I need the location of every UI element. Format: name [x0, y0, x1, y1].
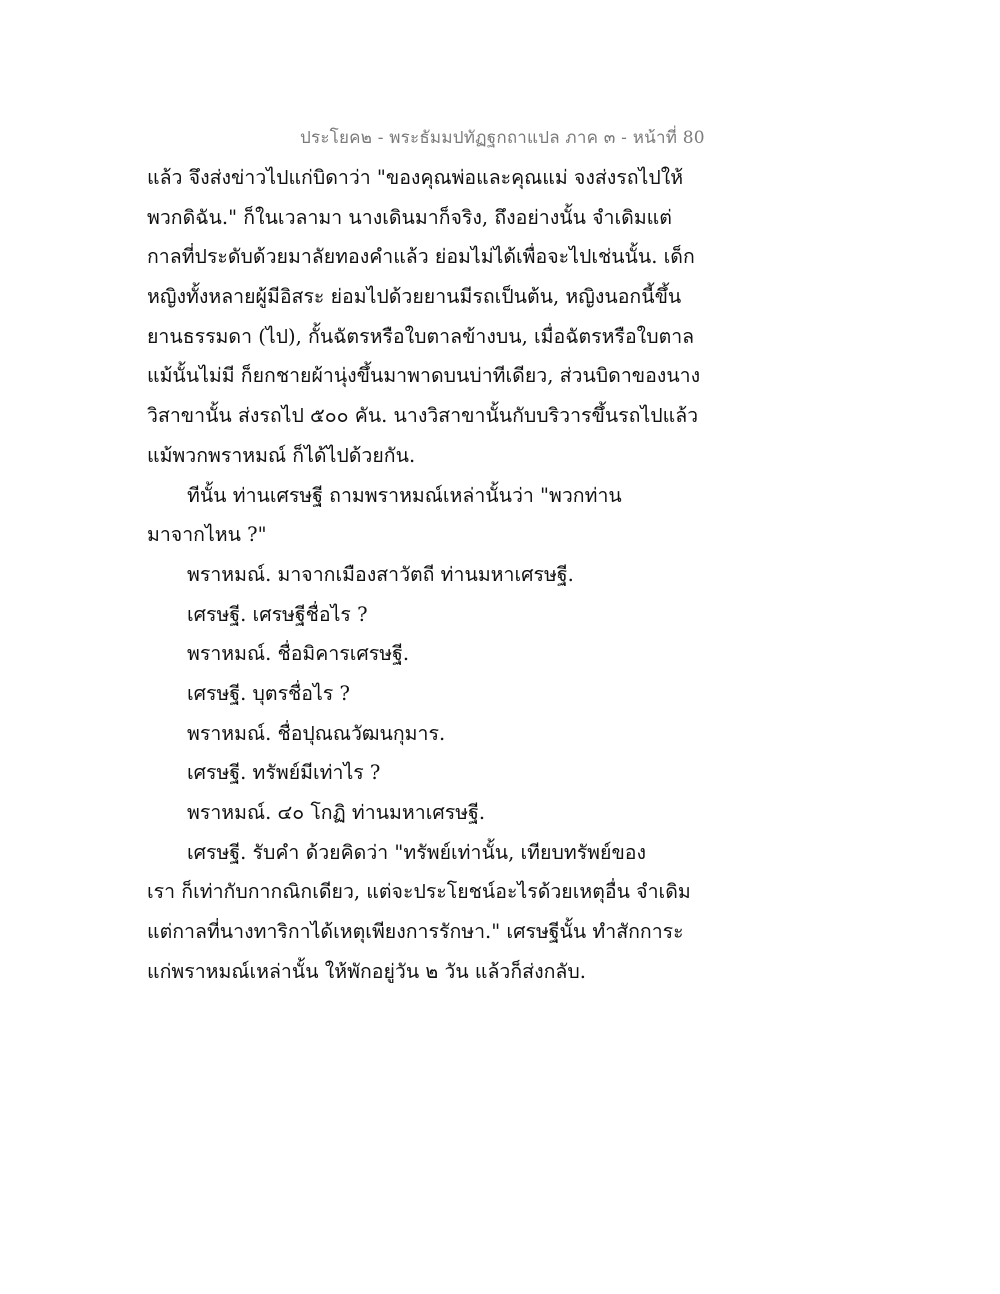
text-line: แม้พวกพราหมณ์ ก็ได้ไปด้วยกัน.: [147, 443, 416, 467]
running-header: ประโยค๒ - พระธัมมปทัฏฐกถาแปล ภาค ๓ - หน้าที่ 80: [300, 128, 705, 148]
dialogue-line: พราหมณ์. ๔๐ โกฏิ ท่านมหาเศรษฐี.: [187, 801, 486, 824]
text-line: วิสาขานั้น ส่งรถไป ๕๐๐ คัน. นางวิสาขานั้นกับบริวารขึ้นรถไปแล้ว: [147, 404, 699, 428]
dialogue-line: เศรษฐี. เศรษฐีชื่อไร ?: [187, 602, 368, 626]
dialogue-line: พราหมณ์. ชื่อปุณณวัฒนกุมาร.: [187, 721, 446, 745]
text-line: แล้ว จึงส่งข่าวไปแก่บิดาว่า "ของคุณพ่อและคุณแม่ จงส่งรถไปให้: [147, 166, 684, 189]
text-line: แก่พราหมณ์เหล่านั้น ให้พักอยู่วัน ๒ วัน แล้วก็ส่งกลับ.: [147, 959, 586, 983]
text-line: ยานธรรมดา (ไป), กั้นฉัตรหรือใบตาลข้างบน, เมื่อฉัตรหรือใบตาล: [147, 324, 695, 348]
body-text: [147, 158, 707, 991]
text-line: แต่กาลที่นางทาริกาได้เหตุเพียงการรักษา." เศรษฐีนั้น ทำสักการะ: [147, 920, 684, 944]
dialogue-line: พราหมณ์. ชื่อมิคารเศรษฐี.: [187, 642, 410, 666]
dialogue-line: เศรษฐี. บุตรชื่อไร ?: [187, 681, 350, 705]
text-line: แม้นั้นไม่มี ก็ยกชายผ้านุ่งขึ้นมาพาดบนบ่าทีเดียว, ส่วนบิดาของนาง: [147, 364, 701, 388]
text-line: หญิงทั้งหลายผู้มีอิสระ ย่อมไปด้วยยานมีรถเป็นต้น, หญิงนอกนี้ขึ้น: [147, 285, 682, 309]
text-line: มาจากไหน ?": [147, 523, 267, 547]
text-line: เศรษฐี. รับคำ ด้วยคิดว่า "ทรัพย์เท่านั้น, เทียบทรัพย์ของ: [187, 840, 647, 864]
dialogue-line: พราหมณ์. มาจากเมืองสาวัตถี ท่านมหาเศรษฐี.: [187, 562, 574, 586]
text-line: พวกดิฉัน." ก็ในเวลามา นางเดินมาก็จริง, ถึงอย่างนั้น จำเดิมแต่: [147, 205, 672, 229]
text-line: เรา ก็เท่ากับกากณิกเดียว, แต่จะประโยชน์อะไรด้วยเหตุอื่น จำเดิม: [147, 880, 691, 904]
dialogue-line: เศรษฐี. ทรัพย์มีเท่าไร ?: [187, 761, 381, 785]
text-line: กาลที่ประดับด้วยมาลัยทองคำแล้ว ย่อมไม่ได้เพื่อจะไปเช่นนั้น. เด็ก: [147, 245, 695, 269]
text-line: ทีนั้น ท่านเศรษฐี ถามพราหมณ์เหล่านั้นว่า "พวกท่าน: [187, 483, 622, 507]
